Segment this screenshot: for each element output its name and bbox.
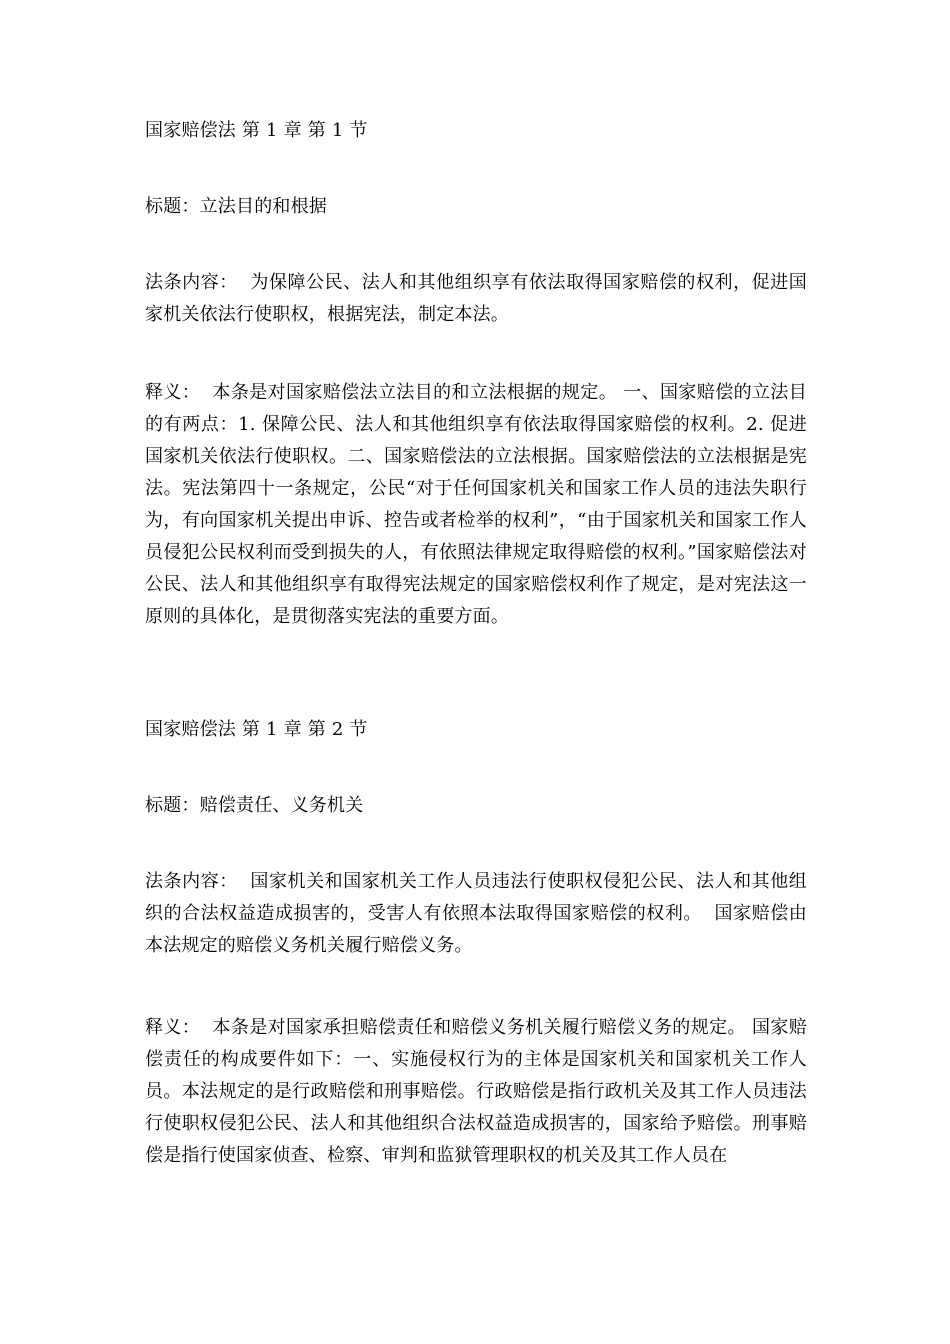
section-2-heading: 国家赔偿法 第 1 章 第 2 节	[145, 719, 368, 740]
title-text: 立法目的和根据	[199, 196, 328, 217]
section-2-content	[145, 866, 807, 962]
section-2-title	[145, 790, 807, 822]
explain-text: 本条是对国家赔偿法立法目的和立法根据的规定。 一、国家赔偿的立法目的有两点：1. 保障公民、法人和其他组织享有依法取得国家赔偿的权利。2. 促进国家机关依法行使职权。二、国家赔偿法的立法根据。国家赔偿法的立法根据是宪法。宪法第四十一条规定，公民“对于任何国家机关和国家工作人员的违法失职行为，有向国家机关提出申诉、控告或者检举的权利”，“由于国家机关和国家工作人员侵犯公民权利而受到损失的人，有依照法律规定取得赔偿的权利。”国家赔偿法对公民、法人和其他组织享有取得宪法规定的国家赔偿权利作了规定，是对宪法这一原则的具体化，是贯彻落实宪法的重要方面。	[145, 382, 807, 627]
section-1-heading: 国家赔偿法 第 1 章 第 1 节	[145, 120, 368, 141]
content-label: 法条内容：	[145, 272, 251, 293]
explain-text: 本条是对国家承担赔偿责任和赔偿义务机关履行赔偿义务的规定。 国家赔偿责任的构成要件如下：一、实施侵权行为的主体是国家机关和国家机关工作人员。本法规定的是行政赔偿和刑事赔偿。行政赔偿是指行政机关及其工作人员违法行使职权侵犯公民、法人和其他组织合法权益造成损害的，国家给予赔偿。刑事赔偿是指行使国家侦查、检察、审判和监狱管理职权的机关及其工作人员在	[145, 1017, 807, 1166]
section-1-explanation	[145, 377, 807, 633]
content-text: 国家机关和国家机关工作人员违法行使职权侵犯公民、法人和其他组织的合法权益造成损害的，受害人有依照本法取得国家赔偿的权利。 国家赔偿由本法规定的赔偿义务机关履行赔偿义务。	[145, 871, 808, 956]
explain-label: 释义：	[145, 382, 213, 403]
content-text: 为保障公民、法人和其他组织享有依法取得国家赔偿的权利，促进国家机关依法行使职权，根据宪法，制定本法。	[145, 272, 808, 325]
title-label: 标题：	[145, 196, 200, 217]
title-text: 赔偿责任、义务机关	[199, 795, 364, 816]
section-1-title	[145, 191, 807, 223]
explain-label: 释义：	[145, 1017, 213, 1038]
section-1-content	[145, 267, 807, 331]
title-label: 标题：	[145, 795, 200, 816]
content-label: 法条内容：	[145, 871, 251, 892]
section-2-explanation	[145, 1012, 807, 1172]
